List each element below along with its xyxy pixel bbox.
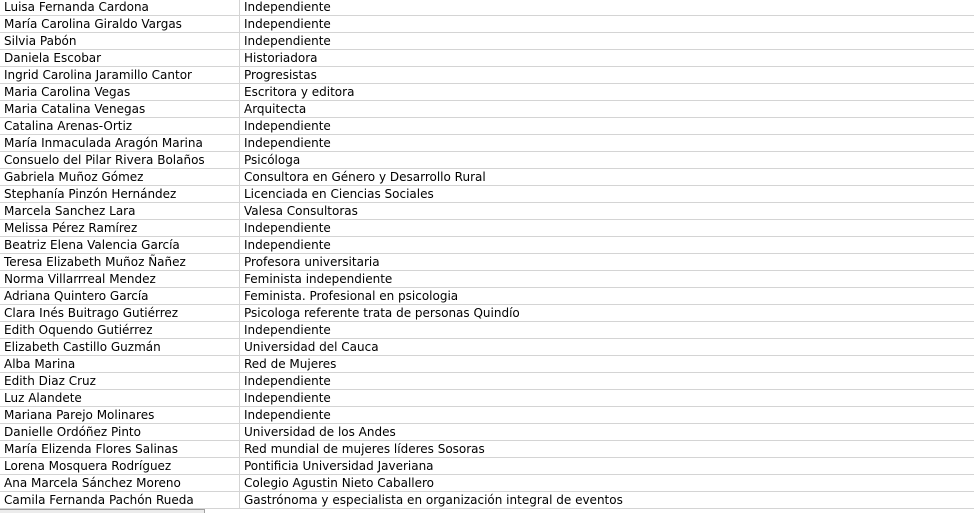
organization-cell[interactable]: Independiente — [240, 390, 974, 407]
organization-cell[interactable]: Red de Mujeres — [240, 356, 974, 373]
organization-cell[interactable]: Independiente — [240, 16, 974, 33]
organization-cell[interactable]: Independiente — [240, 220, 974, 237]
name-cell[interactable]: Lorena Mosquera Rodríguez — [0, 458, 240, 475]
name-cell[interactable]: Mariana Parejo Molinares — [0, 407, 240, 424]
name-cell[interactable]: Melissa Pérez Ramírez — [0, 220, 240, 237]
name-cell[interactable]: Luz Alandete — [0, 390, 240, 407]
organization-cell[interactable]: Pontificia Universidad Javeriana — [240, 458, 974, 475]
table-row — [0, 492, 974, 509]
table-row — [0, 305, 974, 322]
organization-cell[interactable]: Red mundial de mujeres líderes Sosoras — [240, 441, 974, 458]
organization-cell[interactable]: Independiente — [240, 373, 974, 390]
name-cell[interactable]: Ana Marcela Sánchez Moreno — [0, 475, 240, 492]
table-row — [0, 475, 974, 492]
table-row — [0, 101, 974, 118]
table-row — [0, 390, 974, 407]
name-cell[interactable]: Maria Catalina Venegas — [0, 101, 240, 118]
table-row — [0, 441, 974, 458]
table-row — [0, 237, 974, 254]
organization-cell[interactable]: Progresistas — [240, 67, 974, 84]
name-cell[interactable]: Daniela Escobar — [0, 50, 240, 67]
table-row — [0, 339, 974, 356]
name-cell[interactable]: Beatriz Elena Valencia García — [0, 237, 240, 254]
table-row — [0, 424, 974, 441]
name-cell[interactable]: María Carolina Giraldo Vargas — [0, 16, 240, 33]
organization-cell[interactable]: Independiente — [240, 407, 974, 424]
organization-cell[interactable]: Gastrónoma y especialista en organización integral de eventos — [240, 492, 974, 509]
organization-cell[interactable]: Colegio Agustin Nieto Caballero — [240, 475, 974, 492]
table-row — [0, 16, 974, 33]
name-cell[interactable]: Gabriela Muñoz Gómez — [0, 169, 240, 186]
name-cell[interactable]: Clara Inés Buitrago Gutiérrez — [0, 305, 240, 322]
organization-cell[interactable]: Escritora y editora — [240, 84, 974, 101]
table-row — [0, 152, 974, 169]
table-row — [0, 373, 974, 390]
organization-cell[interactable]: Profesora universitaria — [240, 254, 974, 271]
organization-cell[interactable]: Licenciada en Ciencias Sociales — [240, 186, 974, 203]
organization-cell[interactable]: Psicologa referente trata de personas Quindío — [240, 305, 974, 322]
name-cell[interactable]: Luisa Fernanda Cardona — [0, 0, 240, 16]
name-cell[interactable]: Teresa Elizabeth Muñoz Ñañez — [0, 254, 240, 271]
table-row — [0, 0, 974, 16]
name-cell[interactable]: Alba Marina — [0, 356, 240, 373]
table-row — [0, 33, 974, 50]
table-row — [0, 203, 974, 220]
organization-cell[interactable]: Independiente — [240, 322, 974, 339]
name-cell[interactable]: María Elizenda Flores Salinas — [0, 441, 240, 458]
table-row — [0, 271, 974, 288]
name-cell[interactable]: Adriana Quintero García — [0, 288, 240, 305]
organization-cell[interactable]: Independiente — [240, 237, 974, 254]
name-cell[interactable]: Danielle Ordóñez Pinto — [0, 424, 240, 441]
table-row — [0, 356, 974, 373]
name-cell[interactable]: Catalina Arenas-Ortiz — [0, 118, 240, 135]
name-cell[interactable]: Edith Diaz Cruz — [0, 373, 240, 390]
organization-cell[interactable]: Historiadora — [240, 50, 974, 67]
table-row — [0, 322, 974, 339]
name-cell[interactable]: Maria Carolina Vegas — [0, 84, 240, 101]
table-row — [0, 67, 974, 84]
horizontal-scrollbar[interactable] — [0, 509, 205, 513]
organization-cell[interactable]: Universidad del Cauca — [240, 339, 974, 356]
table-row — [0, 84, 974, 101]
organization-cell[interactable]: Valesa Consultoras — [240, 203, 974, 220]
organization-cell[interactable]: Universidad de los Andes — [240, 424, 974, 441]
table-row — [0, 186, 974, 203]
name-cell[interactable]: Elizabeth Castillo Guzmán — [0, 339, 240, 356]
organization-cell[interactable]: Independiente — [240, 0, 974, 16]
organization-cell[interactable]: Arquitecta — [240, 101, 974, 118]
table-row — [0, 135, 974, 152]
organization-cell[interactable]: Feminista. Profesional en psicologia — [240, 288, 974, 305]
table-row — [0, 50, 974, 67]
table-row — [0, 118, 974, 135]
name-cell[interactable]: Marcela Sanchez Lara — [0, 203, 240, 220]
table-row — [0, 220, 974, 237]
organization-cell[interactable]: Independiente — [240, 118, 974, 135]
table-row — [0, 407, 974, 424]
organization-cell[interactable]: Psicóloga — [240, 152, 974, 169]
table-row — [0, 254, 974, 271]
name-cell[interactable]: María Inmaculada Aragón Marina — [0, 135, 240, 152]
name-cell[interactable]: Consuelo del Pilar Rivera Bolaños — [0, 152, 240, 169]
table-row — [0, 169, 974, 186]
name-cell[interactable]: Camila Fernanda Pachón Rueda — [0, 492, 240, 509]
name-cell[interactable]: Silvia Pabón — [0, 33, 240, 50]
name-cell[interactable]: Norma Villarrreal Mendez — [0, 271, 240, 288]
table-row — [0, 458, 974, 475]
organization-cell[interactable]: Consultora en Género y Desarrollo Rural — [240, 169, 974, 186]
name-cell[interactable]: Ingrid Carolina Jaramillo Cantor — [0, 67, 240, 84]
organization-cell[interactable]: Feminista independiente — [240, 271, 974, 288]
organization-cell[interactable]: Independiente — [240, 33, 974, 50]
name-cell[interactable]: Edith Oquendo Gutiérrez — [0, 322, 240, 339]
table-row — [0, 288, 974, 305]
name-cell[interactable]: Stephanía Pinzón Hernández — [0, 186, 240, 203]
organization-cell[interactable]: Independiente — [240, 135, 974, 152]
